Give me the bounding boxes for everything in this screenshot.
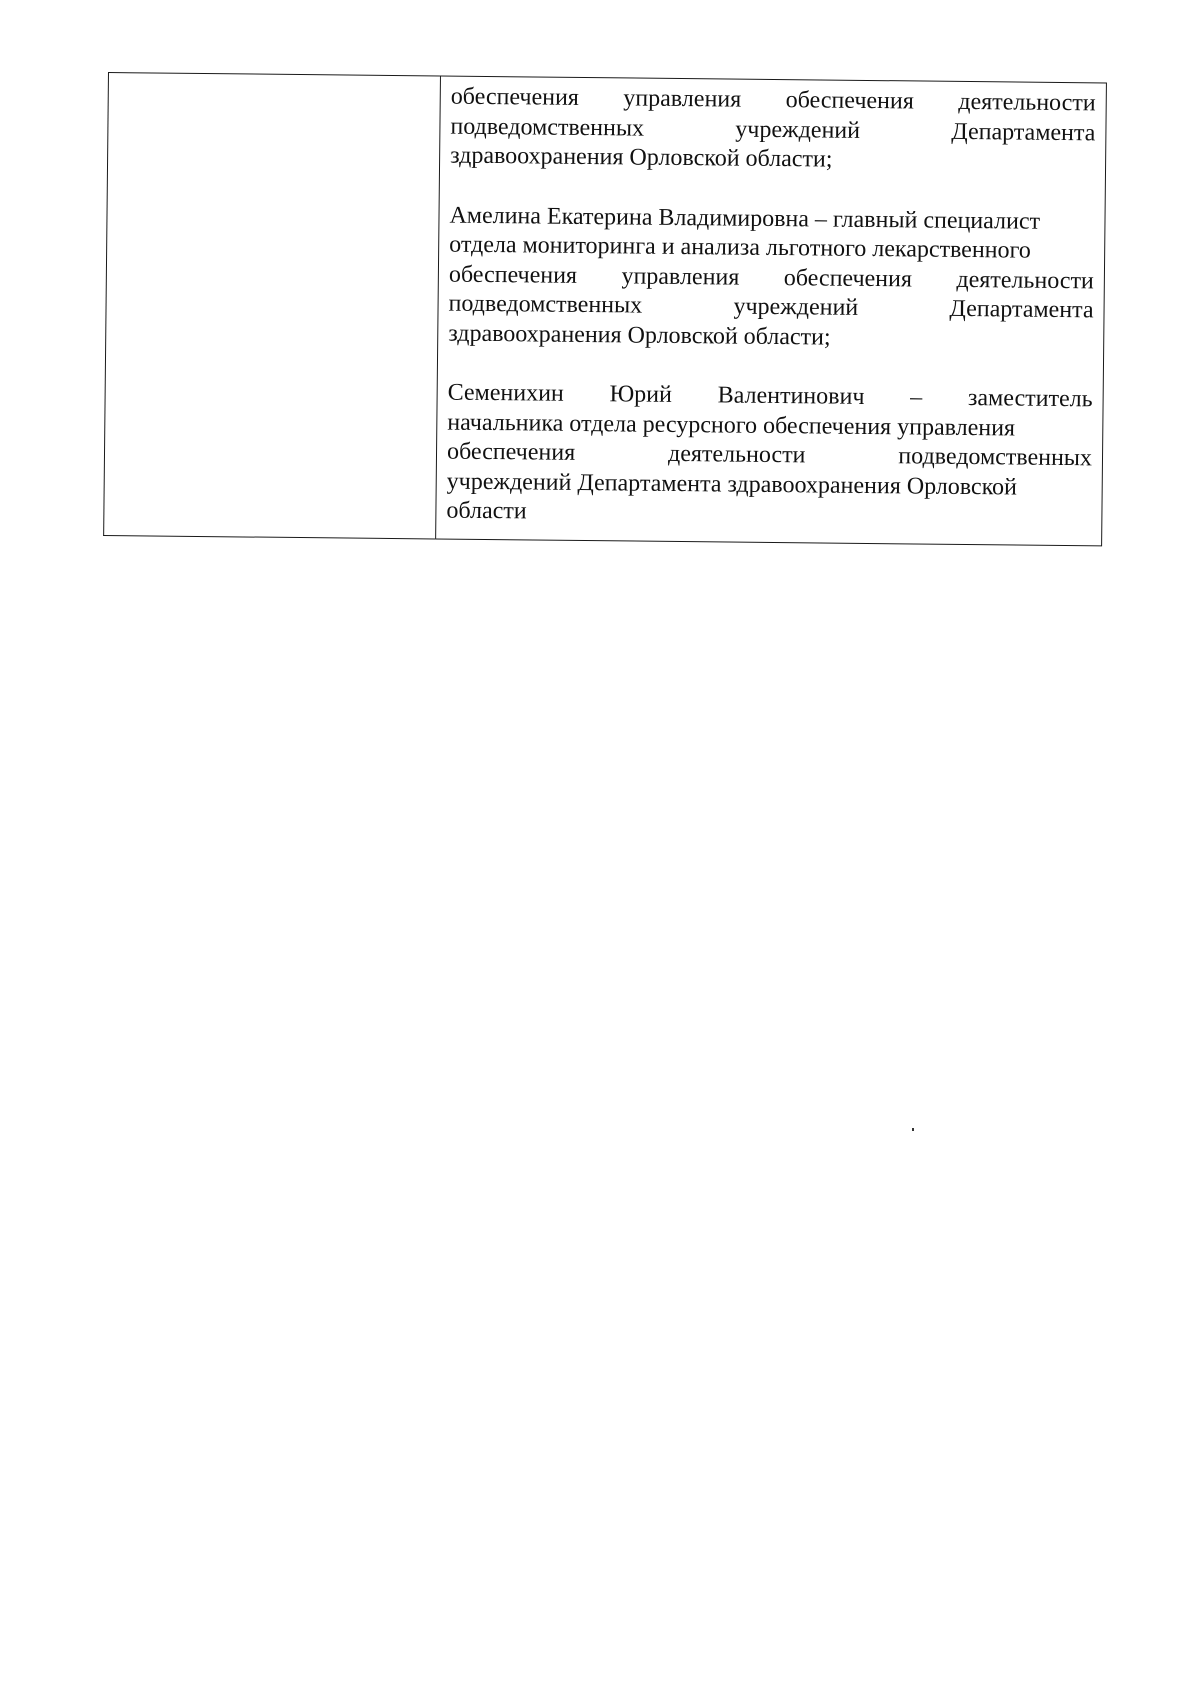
member-entry [446,379,1093,533]
text-segment: учреждений [733,293,859,321]
member-entry [450,83,1096,178]
text-segment: здравоохранения Орловской области; [448,320,831,351]
table-right-cell [435,75,1107,546]
text-segment: Юрий [609,381,673,408]
text-segment: отдела мониторинга и анализа льготного лекарственного [449,231,1031,264]
text-segment: деятельности [958,88,1096,117]
text-segment: Амелина Екатерина Владимировна – главный специалист [449,202,1041,235]
scan-speck [912,1128,914,1131]
document-table [103,72,1107,546]
text-segment: деятельности [956,266,1094,294]
text-segment: обеспечения [446,438,576,466]
text-segment: области [446,497,527,525]
text-segment: подведомственных [898,443,1093,472]
text-segment: заместитель [967,385,1093,413]
text-segment: обеспечения [450,83,580,111]
text-segment: Семенихин [447,379,564,407]
text-segment: учреждений [735,116,861,144]
text-segment: учреждений Департамента здравоохранения Орловской [446,468,1018,501]
text-segment: здравоохранения Орловской области; [450,142,833,173]
text-segment: подведомственных [448,290,643,319]
table-left-cell [103,72,440,539]
text-segment: Департамента [951,118,1096,146]
member-entry [448,201,1095,355]
text-segment: управления [621,262,740,291]
text-segment: – [910,384,923,411]
text-segment: деятельности [667,440,806,469]
text-segment: начальника отдела ресурсного обеспечения управления [447,409,1016,442]
text-segment: обеспечения [785,87,914,115]
text-segment: Валентинович [717,382,865,410]
text-segment: подведомственных [450,113,645,142]
text-segment: обеспечения [783,264,913,292]
text-segment: обеспечения [448,261,578,289]
text-segment: Департамента [949,295,1094,324]
text-segment: управления [623,85,742,113]
